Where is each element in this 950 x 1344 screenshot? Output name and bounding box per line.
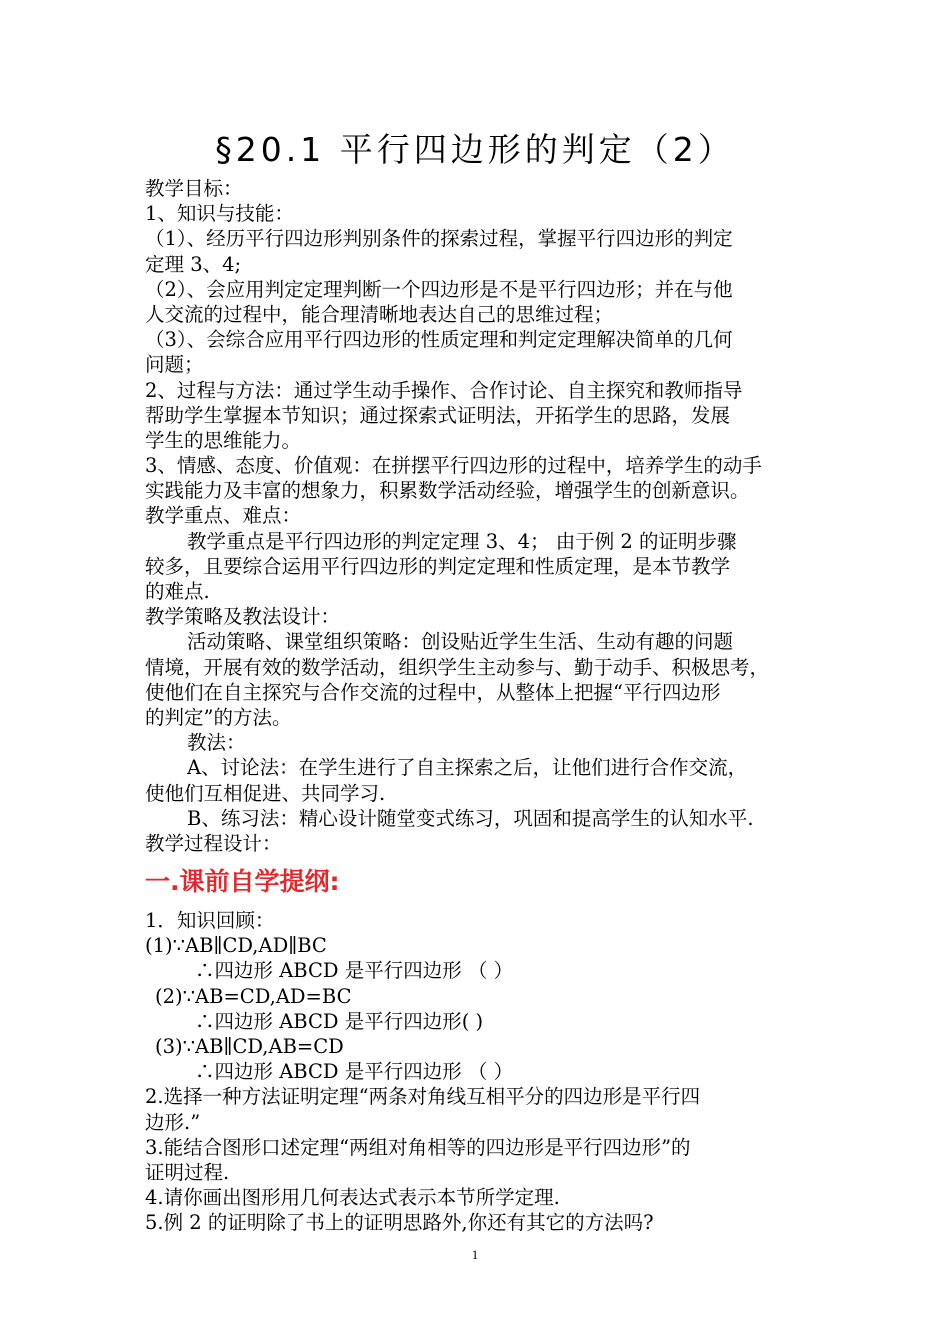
text-line: 使他们互相促进、共同学习. (145, 781, 386, 805)
text-line: ∴四边形 ABCD 是平行四边形 （ ） (195, 959, 514, 983)
text-line: 证明过程. (145, 1160, 230, 1184)
text-line: 1、知识与技能： (145, 202, 294, 226)
text-line: (2)∵AB=CD,AD=BC (155, 984, 352, 1008)
text-line: 边形.” (145, 1110, 201, 1134)
text-line: 的难点. (145, 580, 210, 603)
page-title: §20.1 平行四边形的判定（2） (215, 130, 735, 169)
text-line: 帮助学生掌握本节知识；通过探索式证明法，开拓学生的思路，发展 (145, 403, 731, 427)
text-line: 教学策略及教法设计： (145, 605, 341, 629)
text-line: （3）、会综合应用平行四边形的性质定理和判定定理解决简单的几何 (145, 328, 733, 352)
text-line: 人交流的过程中，能合理清晰地表达自己的思维过程； (145, 302, 614, 326)
text-line: (1)∵AB∥CD,AD∥BC (145, 934, 327, 958)
text-line: 活动策略、课堂组织策略：创设贴近学生生活、生动有趣的问题 (187, 630, 734, 654)
text-line: 2、过程与方法：通过学生动手操作、合作讨论、自主探究和教师指导 (145, 378, 743, 402)
text-line: ∴四边形 ABCD 是平行四边形 （ ） (195, 1060, 514, 1084)
text-line: 教学目标： (145, 177, 243, 200)
text-line: B、练习法：精心设计随堂变式练习，巩固和提高学生的认知水平. (187, 806, 754, 830)
page-number: 1 (471, 1247, 479, 1262)
text-line: 教学重点、难点： (145, 504, 302, 528)
text-line: (3)∵AB∥CD,AB=CD (155, 1035, 344, 1058)
text-line: （2）、会应用判定定理判断一个四边形是不是平行四边形；并在与他 (145, 277, 733, 301)
text-line: （1）、经历平行四边形判别条件的探索过程，掌握平行四边形的判定 (145, 227, 733, 251)
text-line: 4.请你画出图形用几何表达式表示本节所学定理. (145, 1186, 560, 1210)
text-line: 2.选择一种方法证明定理“两条对角线互相平分的四边形是平行四 (145, 1085, 701, 1109)
text-line: 教学过程设计： (145, 831, 282, 855)
text-line: 使他们在自主探究与合作交流的过程中，从整体上把握“平行四边形 (145, 680, 721, 704)
text-line: A、讨论法：在学生进行了自主探索之后，让他们进行合作交流， (187, 756, 748, 780)
text-line: 定理 3、4; (145, 252, 242, 276)
text-line: 教法： (187, 731, 246, 755)
text-line: 教学重点是平行四边形的判定定理 3、4； 由于例 2 的证明步骤 (187, 529, 737, 553)
text-line: 3.能结合图形口述定理“两组对角相等的四边形是平行四边形”的 (145, 1135, 691, 1159)
text-line: 实践能力及丰富的想象力，积累数学活动经验，增强学生的创新意识。 (145, 479, 750, 503)
text-line: 5.例 2 的证明除了书上的证明思路外,你还有其它的方法吗? (145, 1211, 654, 1235)
text-line: 3、情感、态度、价值观：在拼摆平行四边形的过程中，培养学生的动手 (145, 454, 762, 478)
text-line: 较多，且要综合运用平行四边形的判定定理和性质定理，是本节教学 (145, 554, 731, 578)
text-line: 情境，开展有效的数学活动，组织学生主动参与、勤于动手、积极思考， (145, 655, 770, 679)
text-line: 问题； (145, 353, 204, 377)
text-line: 学生的思维能力。 (145, 428, 302, 452)
text-line: ∴四边形 ABCD 是平行四边形( ) (195, 1009, 484, 1033)
document-body (145, 176, 825, 1236)
text-line: 1．知识回顾： (145, 909, 275, 933)
section-heading: 一.课前自学提纲: (145, 867, 340, 897)
text-line: 的判定”的方法。 (145, 705, 292, 729)
